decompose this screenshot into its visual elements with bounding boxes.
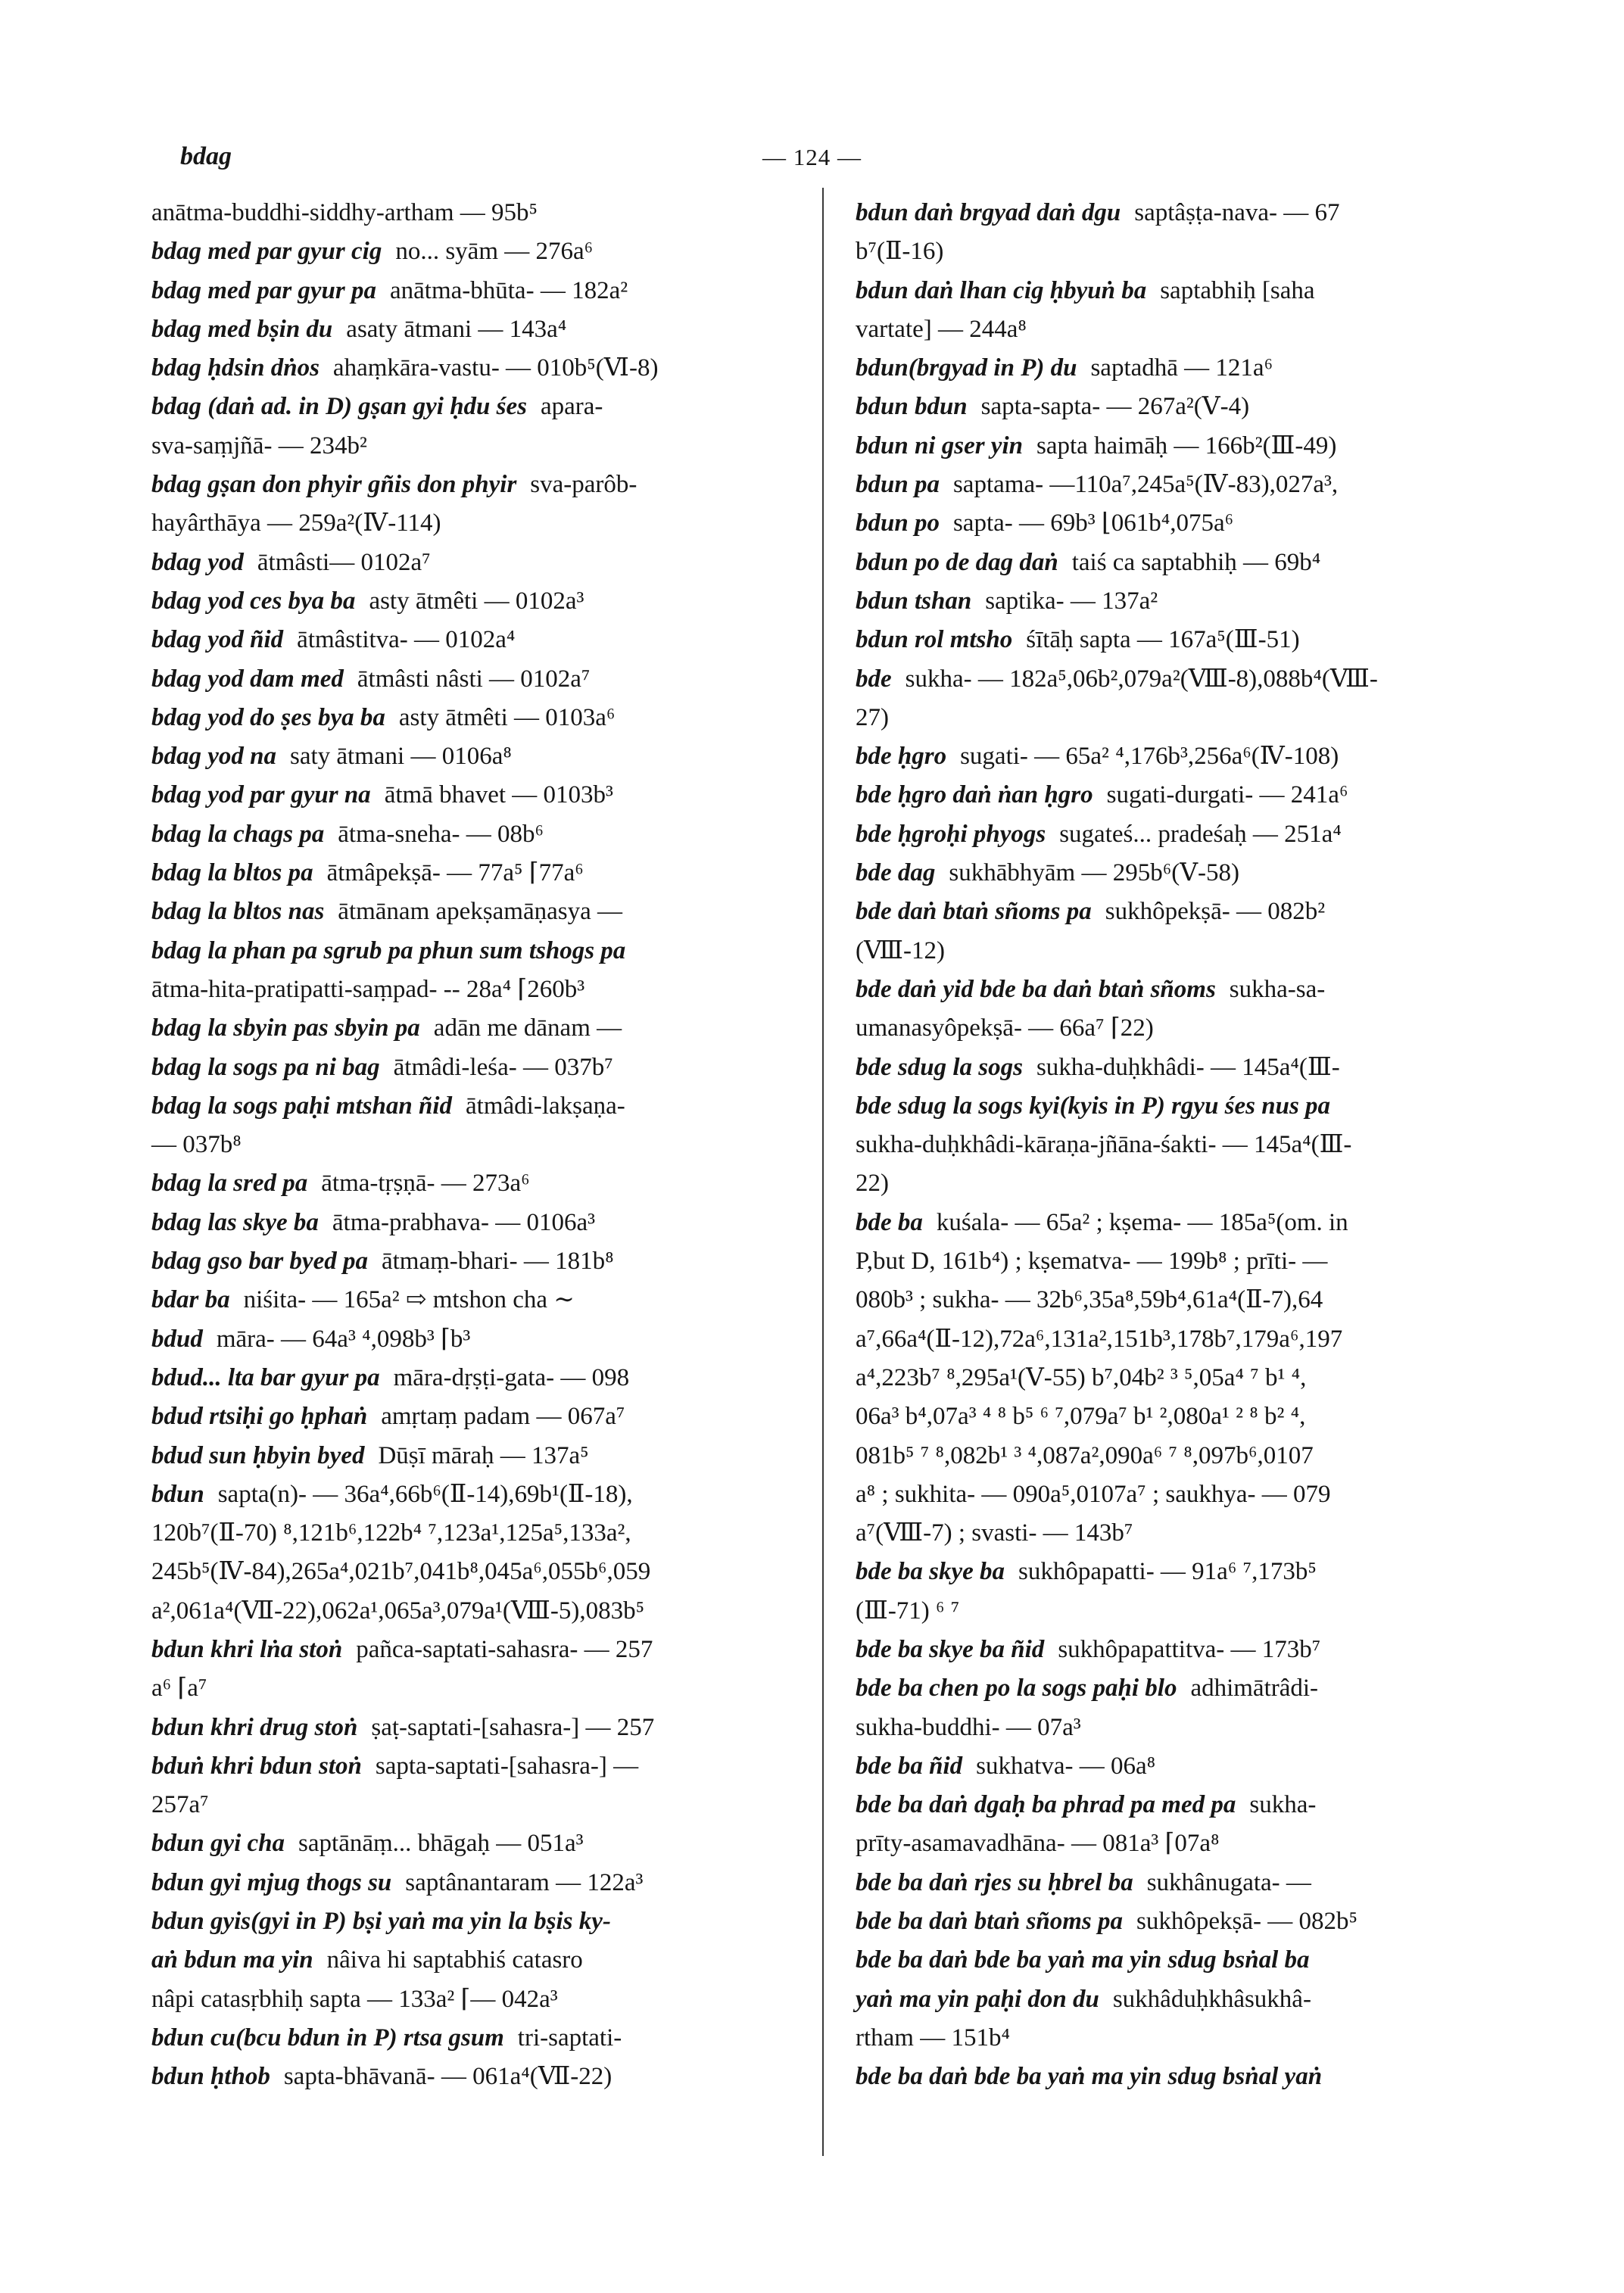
sanskrit-equivalent: sapta-saptati-[sahasra-] — (375, 1752, 639, 1780)
dictionary-line (151, 1786, 799, 1824)
dictionary-line (151, 388, 799, 426)
dictionary-line (856, 427, 1503, 466)
sanskrit-equivalent: a⁴,223b⁷ ⁸,295a¹(Ⅴ-55) b⁷,04b² ³ ⁵,05a⁴ ⁷ b¹ ⁴, (856, 1363, 1307, 1391)
tibetan-term: bde ḥgro (856, 743, 947, 771)
dictionary-line (151, 232, 799, 271)
sanskrit-equivalent: prīty-asamavadhāna- — 081a³ ⌈07a⁸ (856, 1830, 1220, 1858)
dictionary-line (856, 1514, 1503, 1553)
sanskrit-equivalent: a⁷,66a⁴(Ⅱ-12),72a⁶,131a²,151b³,178b⁷,179a⁶,197 (856, 1325, 1343, 1353)
dictionary-line (151, 932, 799, 970)
dictionary-line (856, 1048, 1503, 1087)
dictionary-line (151, 1941, 799, 1980)
dictionary-line (856, 1475, 1503, 1514)
sanskrit-equivalent: a⁸ ; sukhita- — 090a⁵,0107a⁷ ; saukhya- — 079 (856, 1480, 1331, 1508)
dictionary-line (151, 1553, 799, 1591)
sanskrit-equivalent: 081b⁵ ⁷ ⁸,082b¹ ³ ⁴,087a²,090a⁶ ⁷ ⁸,097b⁶,0107 (856, 1441, 1314, 1469)
tibetan-term: bdag la bltos pa (151, 859, 313, 887)
tibetan-term: bdag ḥdsin dṅos (151, 354, 320, 382)
tibetan-term: bdun po (856, 509, 940, 537)
sanskrit-equivalent: amṛtaṃ padam — 067a⁷ (381, 1403, 625, 1431)
sanskrit-equivalent: tri-saptati- (517, 2024, 622, 2052)
tibetan-term: bdun khri drug stoṅ (151, 1713, 358, 1741)
sanskrit-equivalent: P,but D, 161b⁴) ; kṣematva- — 199b⁸ ; prīti- — (856, 1248, 1328, 1276)
sanskrit-equivalent: sukha-sa- (1229, 975, 1326, 1003)
dictionary-line (856, 1320, 1503, 1359)
dictionary-line (151, 1747, 799, 1786)
dictionary-line (151, 621, 799, 659)
sanskrit-equivalent: vartate] — 244a⁸ (856, 315, 1027, 343)
tibetan-term: bdag med bṣin du (151, 315, 333, 343)
dictionary-line (856, 970, 1503, 1009)
tibetan-term: bdud (151, 1325, 203, 1353)
sanskrit-equivalent: sukhatva- — 06a⁸ (976, 1752, 1156, 1780)
sanskrit-equivalent: rtham — 151b⁴ (856, 2024, 1010, 2052)
dictionary-line (856, 1980, 1503, 2019)
right-column (856, 194, 1503, 2097)
tibetan-term: bde ba skye ba ñid (856, 1635, 1045, 1663)
sanskrit-equivalent: sukhôpekṣā- — 082b⁵ (1136, 1908, 1357, 1936)
sanskrit-equivalent: adān me dānam — (433, 1014, 622, 1042)
tibetan-term: bdun rol mtsho (856, 626, 1013, 654)
tibetan-term: bdun khri lṅa stoṅ (151, 1635, 343, 1663)
tibetan-term: bdun(brgyad in P) du (856, 354, 1077, 382)
sanskrit-equivalent: b⁷(Ⅱ-16) (856, 238, 944, 266)
sanskrit-equivalent: sva-parôb- (530, 471, 637, 499)
dictionary-line (856, 582, 1503, 621)
tibetan-term: yaṅ ma yin paḥi don du (856, 1985, 1099, 2013)
dictionary-line (856, 1281, 1503, 1319)
sanskrit-equivalent: ātmâsti— 0102a⁷ (257, 548, 431, 576)
dictionary-line (856, 1009, 1503, 1048)
sanskrit-equivalent: (Ⅷ-12) (856, 936, 945, 964)
dictionary-line (151, 349, 799, 388)
sanskrit-equivalent: sukhâduḥkhâsukhâ- (1112, 1985, 1311, 2013)
sanskrit-equivalent: Dūṣī māraḥ — 137a⁵ (378, 1441, 589, 1469)
dictionary-line (151, 2019, 799, 2058)
sanskrit-equivalent: anātma-bhūta- — 182a² (390, 276, 628, 304)
sanskrit-equivalent: ātmâdi-leśa- — 037b⁷ (393, 1053, 613, 1081)
sanskrit-equivalent: sugateś... pradeśaḥ — 251a⁴ (1059, 820, 1342, 848)
sanskrit-equivalent: a⁷(Ⅷ-7) ; svasti- — 143b⁷ (856, 1519, 1133, 1547)
sanskrit-equivalent: sukhābhyām — 295b⁶(Ⅴ-58) (949, 859, 1240, 887)
dictionary-line (856, 1592, 1503, 1631)
sanskrit-equivalent: sapta-bhāvanā- — 061a⁴(Ⅶ-22) (283, 2063, 613, 2091)
tibetan-term: bde ba skye ba (856, 1558, 1005, 1586)
tibetan-term: bdun daṅ lhan cig ḥbyuṅ ba (856, 276, 1147, 304)
sanskrit-equivalent: sapta haimāḥ — 166b²(Ⅲ-49) (1036, 431, 1337, 460)
dictionary-line (151, 737, 799, 776)
dictionary-line (151, 1087, 799, 1126)
dictionary-line (151, 699, 799, 737)
dictionary-line (151, 970, 799, 1009)
tibetan-term: bde ba daṅ bde ba yaṅ ma yin sdug bsṅal yaṅ (856, 2063, 1323, 2091)
dictionary-line (151, 1902, 799, 1941)
sanskrit-equivalent: — 037b⁸ (151, 1131, 242, 1159)
tibetan-term: bde sdug la sogs (856, 1053, 1023, 1081)
tibetan-term: bdag (daṅ ad. in D) gṣan gyi ḥdu śes (151, 393, 527, 421)
dictionary-line (856, 1242, 1503, 1281)
sanskrit-equivalent: saptânantaram — 122a³ (405, 1868, 644, 1896)
sanskrit-equivalent: a²,061a⁴(Ⅶ-22),062a¹,065a³,079a¹(Ⅷ-5),083b⁵ (151, 1597, 645, 1625)
sanskrit-equivalent: ātmâsti nâsti — 0102a⁷ (357, 665, 591, 693)
dictionary-line (856, 504, 1503, 543)
sanskrit-equivalent: sva-saṃjñā- — 234b² (151, 431, 367, 460)
dictionary-line (151, 544, 799, 582)
sanskrit-equivalent: ātmānam apekṣamāṇasya — (338, 898, 622, 926)
sanskrit-equivalent: sukha- — 182a⁵,06b²,079a²(Ⅷ-8),088b⁴(Ⅷ- (905, 665, 1378, 693)
tibetan-term: bdag yod ñid (151, 626, 284, 654)
tibetan-term: bde ba daṅ bde ba yaṅ ma yin sdug bsṅal ba (856, 1946, 1310, 1974)
sanskrit-equivalent: no... syām — 276a⁶ (395, 238, 594, 266)
tibetan-term: bde dag (856, 859, 936, 887)
sanskrit-equivalent: nâiva hi saptabhiś catasro (326, 1946, 583, 1974)
sanskrit-equivalent: saptabhiḥ [saha (1160, 276, 1315, 304)
dictionary-line (856, 776, 1503, 815)
dictionary-line (151, 310, 799, 349)
dictionary-line (856, 1669, 1503, 1708)
sanskrit-equivalent: sukhôpapatti- — 91a⁶ ⁷,173b⁵ (1018, 1558, 1317, 1586)
dictionary-line (856, 1126, 1503, 1164)
tibetan-term: bdud... lta bar gyur pa (151, 1363, 380, 1391)
dictionary-line (856, 232, 1503, 271)
sanskrit-equivalent: sukha- (1249, 1791, 1317, 1819)
tibetan-term: bde ḥgroḥi phyogs (856, 820, 1046, 848)
tibetan-term: bdag yod na (151, 743, 276, 771)
sanskrit-equivalent: sukhôpekṣā- — 082b² (1105, 898, 1326, 926)
sanskrit-equivalent: ātma-sneha- — 08b⁶ (338, 820, 544, 848)
dictionary-line (151, 1048, 799, 1087)
sanskrit-equivalent: 257a⁷ (151, 1791, 209, 1819)
dictionary-line (856, 388, 1503, 426)
sanskrit-equivalent: sukha-duḥkhâdi- — 145a⁴(Ⅲ- (1036, 1053, 1340, 1081)
dictionary-line (151, 194, 799, 232)
dictionary-line (856, 1631, 1503, 1669)
tibetan-term: bdun pa (856, 471, 940, 499)
sanskrit-equivalent: ātma-prabhava- — 0106a³ (332, 1208, 595, 1236)
dictionary-line (856, 194, 1503, 232)
tibetan-term: bde sdug la sogs kyi(kyis in P) rgyu śes nus pa (856, 1092, 1331, 1120)
dictionary-line (151, 1709, 799, 1747)
dictionary-line (856, 1941, 1503, 1980)
dictionary-line (151, 1669, 799, 1708)
dictionary-line (856, 1553, 1503, 1591)
sanskrit-equivalent: ātmā bhavet — 0103b³ (384, 781, 613, 809)
tibetan-term: bdun daṅ brgyad daṅ dgu (856, 199, 1121, 226)
dictionary-line (151, 1514, 799, 1553)
tibetan-term: bdag la sogs paḥi mtshan ñid (151, 1092, 453, 1120)
dictionary-line (151, 1281, 799, 1319)
dictionary-line (151, 1631, 799, 1669)
sanskrit-equivalent: ātmâpekṣā- — 77a⁵ ⌈77a⁶ (326, 859, 584, 887)
sanskrit-equivalent: ahaṃkāra-vastu- — 010b⁵(Ⅵ-8) (332, 354, 659, 382)
dictionary-line (151, 1126, 799, 1164)
tibetan-term: bdag la chags pa (151, 820, 325, 848)
tibetan-term: bde ba daṅ dgaḥ ba phrad pa med pa (856, 1791, 1236, 1819)
sanskrit-equivalent: sukha-buddhi- — 07a³ (856, 1713, 1081, 1741)
tibetan-term: bde daṅ yid bde ba daṅ btaṅ sñoms (856, 975, 1216, 1003)
dictionary-line (856, 854, 1503, 893)
dictionary-line (151, 776, 799, 815)
tibetan-term: bdag la sogs pa ni bag (151, 1053, 380, 1081)
dictionary-line (856, 737, 1503, 776)
sanskrit-equivalent: ātmaṃ-bhari- — 181b⁸ (381, 1248, 614, 1276)
tibetan-term: bdun tshan (856, 587, 972, 615)
dictionary-line (856, 1864, 1503, 1902)
sanskrit-equivalent: ātmâstitva- — 0102a⁴ (297, 626, 516, 654)
sanskrit-equivalent: a⁶ ⌈a⁷ (151, 1675, 207, 1703)
sanskrit-equivalent: anātma-buddhi-siddhy-artham — 95b⁵ (151, 199, 538, 226)
dictionary-line (856, 1397, 1503, 1436)
page-number: — 124 — (762, 144, 862, 170)
dictionary-line (151, 466, 799, 504)
dictionary-line (856, 1709, 1503, 1747)
sanskrit-equivalent: 22) (856, 1170, 889, 1198)
dictionary-line (151, 1204, 799, 1242)
sanskrit-equivalent: hayârthāya — 259a²(Ⅳ-114) (151, 509, 441, 537)
dictionary-line (856, 349, 1503, 388)
dictionary-line (151, 1242, 799, 1281)
sanskrit-equivalent: 245b⁵(Ⅳ-84),265a⁴,021b⁷,041b⁸,045a⁶,055b⁶,059 (151, 1558, 651, 1586)
dictionary-line (151, 1864, 799, 1902)
dictionary-line (856, 1164, 1503, 1203)
dictionary-line (151, 1164, 799, 1203)
sanskrit-equivalent: niśita- — 165a² ⇨ mtshon cha ∼ (243, 1286, 575, 1314)
tibetan-term: bdun gyi mjug thogs su (151, 1868, 392, 1896)
dictionary-line (151, 2058, 799, 2096)
tibetan-term: bduṅ khri bdun stoṅ (151, 1752, 362, 1780)
tibetan-term: bdag med par gyur pa (151, 276, 376, 304)
tibetan-term: bdag yod do ṣes bya ba (151, 703, 385, 731)
tibetan-term: bdun cu(bcu bdun in P) rtsa gsum (151, 2024, 504, 2052)
tibetan-term: bdag la sbyin pas sbyin pa (151, 1014, 420, 1042)
dictionary-line (151, 1824, 799, 1863)
tibetan-term: bdun ni gser yin (856, 431, 1023, 460)
dictionary-line (856, 699, 1503, 737)
sanskrit-equivalent: saty ātmani — 0106a⁸ (290, 743, 512, 771)
tibetan-term: bdag la sred pa (151, 1170, 308, 1198)
dictionary-line (151, 1437, 799, 1475)
dictionary-line (856, 2058, 1503, 2096)
dictionary-line (151, 1475, 799, 1514)
dictionary-line (856, 621, 1503, 659)
sanskrit-equivalent: apara- (540, 393, 603, 421)
tibetan-term: bdag yod (151, 548, 244, 576)
tibetan-term: bde ba ñid (856, 1752, 963, 1780)
sanskrit-equivalent: ātmâdi-lakṣaṇa- (466, 1092, 625, 1120)
tibetan-term: bdud rtsiḥi go ḥphaṅ (151, 1403, 368, 1431)
dictionary-line (856, 815, 1503, 854)
tibetan-term: bdun gyis(gyi in P) bṣi yaṅ ma yin la bṣis ky- (151, 1908, 611, 1936)
tibetan-term: bde ba (856, 1208, 923, 1236)
sanskrit-equivalent: sugati-durgati- — 241a⁶ (1106, 781, 1348, 809)
dictionary-line (856, 2019, 1503, 2058)
dictionary-line (151, 1009, 799, 1048)
sanskrit-equivalent: asty ātmêti — 0102a³ (369, 587, 584, 615)
sanskrit-equivalent: 27) (856, 703, 889, 731)
tibetan-term: bde (856, 665, 892, 693)
column-divider (822, 188, 824, 2156)
sanskrit-equivalent: adhimātrâdi- (1190, 1675, 1319, 1703)
tibetan-term: bde ḥgro daṅ ṅan ḥgro (856, 781, 1093, 809)
sanskrit-equivalent: (Ⅲ-71) ⁶ ⁷ (856, 1597, 960, 1625)
sanskrit-equivalent: saptâṣṭa-nava- — 67 (1134, 199, 1340, 226)
sanskrit-equivalent: pañca-saptati-sahasra- — 257 (356, 1635, 653, 1663)
dictionary-line (151, 1397, 799, 1436)
left-column (151, 194, 799, 2097)
dictionary-line (151, 854, 799, 893)
sanskrit-equivalent: ātma-hita-pratipatti-saṃpad- -- 28a⁴ ⌈260b³ (151, 975, 585, 1003)
tibetan-term: aṅ bdun ma yin (151, 1946, 313, 1974)
sanskrit-equivalent: sukhôpapattitva- — 173b⁷ (1058, 1635, 1321, 1663)
tibetan-term: bdun gyi cha (151, 1830, 285, 1858)
dictionary-line (856, 932, 1503, 970)
sanskrit-equivalent: sukhânugata- — (1146, 1868, 1311, 1896)
dictionary-line (856, 466, 1503, 504)
sanskrit-equivalent: sapta- — 69b³ ⌊061b⁴,075a⁶ (952, 509, 1234, 537)
dictionary-line (151, 1592, 799, 1631)
sanskrit-equivalent: śītāḥ sapta — 167a⁵(Ⅲ-51) (1026, 626, 1300, 654)
tibetan-term: bdun (151, 1480, 204, 1508)
sanskrit-equivalent: sugati- — 65a² ⁴,176b³,256a⁶(Ⅳ-108) (960, 743, 1339, 771)
sanskrit-equivalent: sapta(n)- — 36a⁴,66b⁶(Ⅱ-14),69b¹(Ⅱ-18), (217, 1480, 633, 1508)
sanskrit-equivalent: nâpi catasṛbhiḥ sapta — 133a² ⌈— 042a³ (151, 1985, 558, 2013)
tibetan-term: bde ba daṅ rjes su ḥbrel ba (856, 1868, 1133, 1896)
tibetan-term: bde ba daṅ btaṅ sñoms pa (856, 1908, 1123, 1936)
sanskrit-equivalent: taiś ca saptabhiḥ — 69b⁴ (1071, 548, 1321, 576)
dictionary-line (856, 1437, 1503, 1475)
dictionary-line (151, 272, 799, 310)
sanskrit-equivalent: 06a³ b⁴,07a³ ⁴ ⁸ b⁵ ⁶ ⁷,079a⁷ b¹ ²,080a¹ ² ⁸ b² ⁴, (856, 1403, 1306, 1431)
dictionary-line (151, 815, 799, 854)
sanskrit-equivalent: saptānāṃ... bhāgaḥ — 051a³ (298, 1830, 584, 1858)
tibetan-term: bdun ḥthob (151, 2063, 270, 2091)
dictionary-line (856, 1087, 1503, 1126)
sanskrit-equivalent: saptama- —110a⁷,245a⁵(Ⅳ-83),027a³, (952, 471, 1339, 499)
dictionary-line (856, 893, 1503, 931)
tibetan-term: bdag med par gyur cig (151, 238, 382, 266)
sanskrit-equivalent: saptika- — 137a² (985, 587, 1158, 615)
dictionary-line (856, 544, 1503, 582)
dictionary-line (856, 1204, 1503, 1242)
tibetan-term: bdag la bltos nas (151, 898, 325, 926)
sanskrit-equivalent: 120b⁷(Ⅱ-70) ⁸,121b⁶,122b⁴ ⁷,123a¹,125a⁵,133a², (151, 1519, 631, 1547)
dictionary-line (151, 1359, 799, 1397)
tibetan-term: bdar ba (151, 1286, 230, 1314)
dictionary-line (856, 660, 1503, 699)
tibetan-term: bdud sun ḥbyin byed (151, 1441, 365, 1469)
dictionary-line (856, 1902, 1503, 1941)
dictionary-line (151, 893, 799, 931)
dictionary-line (151, 1980, 799, 2019)
dictionary-line (151, 582, 799, 621)
tibetan-term: bde daṅ btaṅ sñoms pa (856, 898, 1092, 926)
dictionary-line (856, 272, 1503, 310)
sanskrit-equivalent: sapta-sapta- — 267a²(Ⅴ-4) (980, 393, 1250, 421)
sanskrit-equivalent: kuśala- — 65a² ; kṣema- — 185a⁵(om. in (936, 1208, 1348, 1236)
dictionary-line (151, 427, 799, 466)
sanskrit-equivalent: 080b³ ; sukha- — 32b⁶,35a⁸,59b⁴,61a⁴(Ⅱ-7),64 (856, 1286, 1323, 1314)
sanskrit-equivalent: asaty ātmani — 143a⁴ (346, 315, 567, 343)
sanskrit-equivalent: ātma-tṛṣṇā- — 273a⁶ (321, 1170, 530, 1198)
running-headword: bdag (180, 142, 232, 170)
sanskrit-equivalent: sukha-duḥkhâdi-kāraṇa-jñāna-śakti- — 145a⁴(Ⅲ- (856, 1131, 1352, 1159)
dictionary-line (856, 1824, 1503, 1863)
tibetan-term: bdun bdun (856, 393, 968, 421)
dictionary-line (151, 660, 799, 699)
dictionary-line (856, 310, 1503, 349)
dictionary-line (856, 1786, 1503, 1824)
dictionary-line (151, 504, 799, 543)
tibetan-term: bdag gso bar byed pa (151, 1248, 368, 1276)
dictionary-line (151, 1320, 799, 1359)
tibetan-term: bdag yod ces bya ba (151, 587, 356, 615)
tibetan-term: bdag la phan pa sgrub pa phun sum tshogs pa (151, 936, 626, 964)
sanskrit-equivalent: asty ātmêti — 0103a⁶ (398, 703, 616, 731)
sanskrit-equivalent: saptadhā — 121a⁶ (1090, 354, 1273, 382)
tibetan-term: bde ba chen po la sogs paḥi blo (856, 1675, 1177, 1703)
dictionary-line (856, 1747, 1503, 1786)
tibetan-term: bdun po de dag daṅ (856, 548, 1058, 576)
sanskrit-equivalent: ṣaṭ-saptati-[sahasra-] — 257 (371, 1713, 655, 1741)
tibetan-term: bdag las skye ba (151, 1208, 319, 1236)
sanskrit-equivalent: umanasyôpekṣā- — 66a⁷ ⌈22) (856, 1014, 1154, 1042)
tibetan-term: bdag yod dam med (151, 665, 344, 693)
tibetan-term: bdag gṣan don phyir gñis don phyir (151, 471, 517, 499)
tibetan-term: bdag yod par gyur na (151, 781, 371, 809)
sanskrit-equivalent: māra-dṛṣṭi-gata- — 098 (393, 1363, 630, 1391)
sanskrit-equivalent: māra- — 64a³ ⁴,098b³ ⌈b³ (216, 1325, 471, 1353)
dictionary-line (856, 1359, 1503, 1397)
